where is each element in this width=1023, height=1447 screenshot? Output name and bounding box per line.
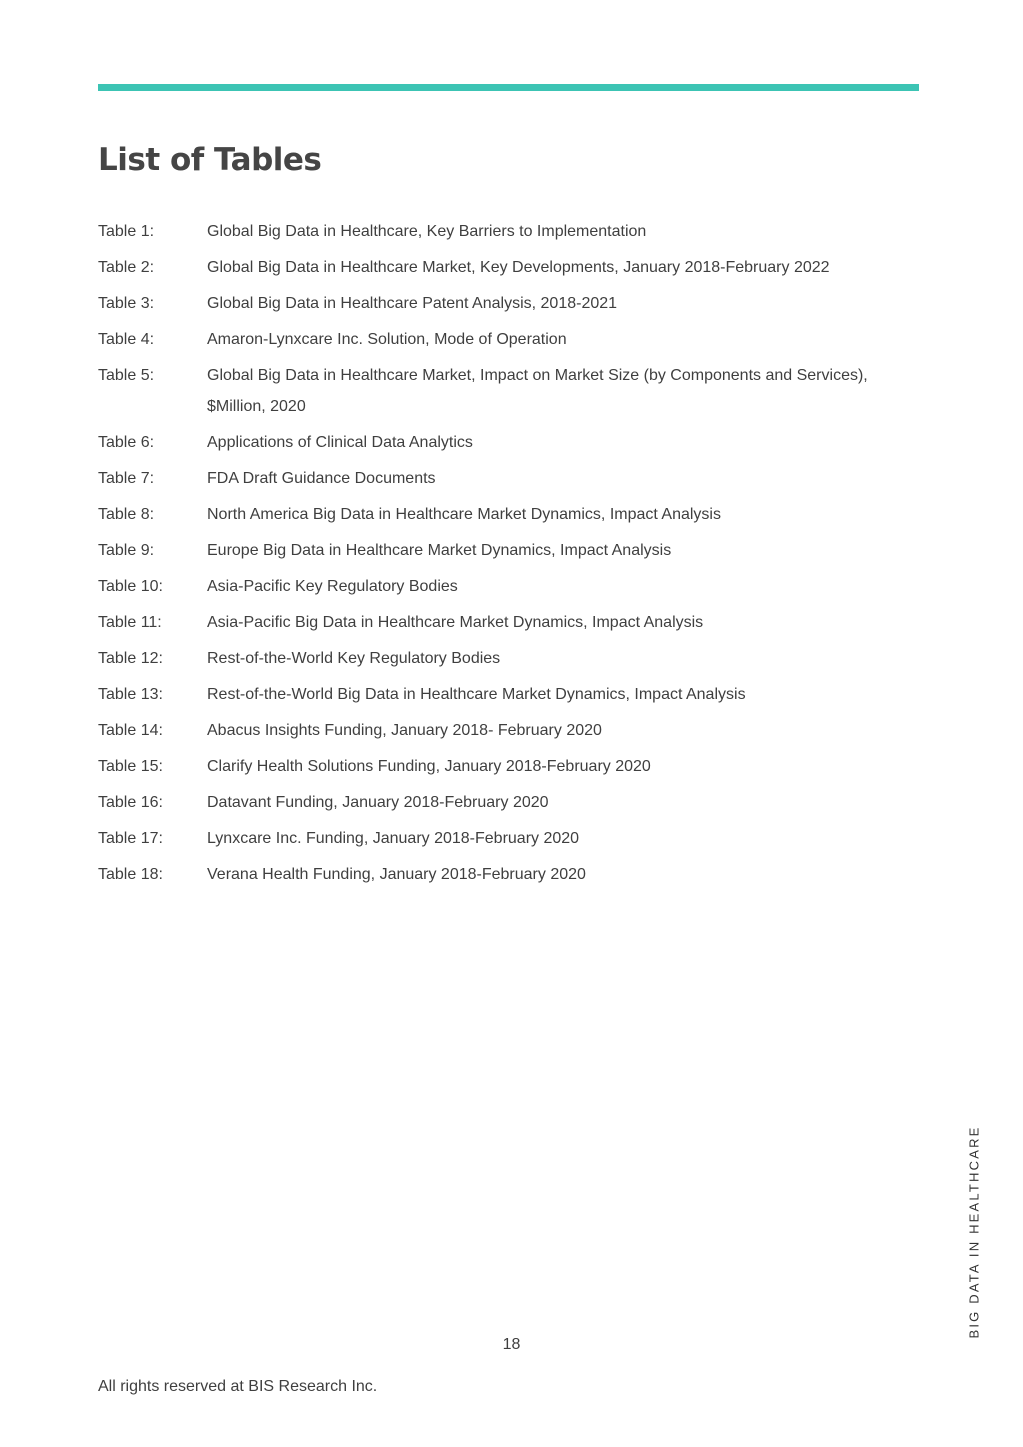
table-number: Table 12: (98, 650, 163, 667)
table-number: Table 2: (98, 259, 155, 276)
table-number: Table 7: (98, 470, 155, 487)
list-item[interactable] (98, 787, 928, 818)
table-number: Table 10: (98, 578, 163, 595)
table-number: Table 18: (98, 866, 163, 883)
side-section-label: BIG DATA IN HEALTHCARE (966, 1125, 982, 1339)
page-title: List of Tables (98, 142, 322, 178)
table-title: Global Big Data in Healthcare Market, Key Developments, January 2018-February 2022 (207, 259, 830, 276)
list-item[interactable] (98, 463, 928, 494)
table-number: Table 1: (98, 223, 155, 240)
list-item[interactable] (98, 823, 928, 854)
table-title: Global Big Data in Healthcare Market, Impact on Market Size (by Components and Services), $Million, 2020 (207, 367, 868, 415)
list-item[interactable] (98, 715, 928, 746)
table-number: Table 3: (98, 295, 155, 312)
table-title: Abacus Insights Funding, January 2018- February 2020 (207, 722, 602, 739)
table-title: Asia-Pacific Key Regulatory Bodies (207, 578, 458, 595)
table-title: Rest-of-the-World Key Regulatory Bodies (207, 650, 501, 667)
list-item[interactable] (98, 607, 928, 638)
list-of-tables (98, 216, 928, 895)
table-title: Datavant Funding, January 2018-February 2020 (207, 794, 549, 811)
list-item[interactable] (98, 499, 928, 530)
table-number: Table 13: (98, 686, 163, 703)
table-number: Table 14: (98, 722, 163, 739)
table-number: Table 17: (98, 830, 163, 847)
table-number: Table 9: (98, 542, 155, 559)
table-number: Table 16: (98, 794, 163, 811)
list-item[interactable] (98, 535, 928, 566)
list-item[interactable] (98, 324, 928, 355)
table-number: Table 4: (98, 331, 155, 348)
list-item[interactable] (98, 288, 928, 319)
table-title: North America Big Data in Healthcare Market Dynamics, Impact Analysis (207, 506, 721, 523)
table-number: Table 5: (98, 367, 155, 384)
table-number: Table 8: (98, 506, 155, 523)
table-title: Lynxcare Inc. Funding, January 2018-February 2020 (207, 830, 580, 847)
list-item[interactable] (98, 679, 928, 710)
table-number: Table 15: (98, 758, 163, 775)
list-item[interactable] (98, 643, 928, 674)
list-item[interactable] (98, 427, 928, 458)
table-number: Table 6: (98, 434, 155, 451)
list-item[interactable] (98, 360, 928, 422)
table-title: Asia-Pacific Big Data in Healthcare Market Dynamics, Impact Analysis (207, 614, 704, 631)
table-title: Europe Big Data in Healthcare Market Dynamics, Impact Analysis (207, 542, 672, 559)
list-item[interactable] (98, 252, 928, 283)
table-title: Rest-of-the-World Big Data in Healthcare Market Dynamics, Impact Analysis (207, 686, 746, 703)
table-title: Amaron-Lynxcare Inc. Solution, Mode of Operation (207, 331, 567, 348)
list-item[interactable] (98, 216, 928, 247)
list-item[interactable] (98, 571, 928, 602)
table-title: Clarify Health Solutions Funding, January 2018-February 2020 (207, 758, 651, 775)
table-title: Verana Health Funding, January 2018-February 2020 (207, 866, 586, 883)
table-title: Global Big Data in Healthcare, Key Barriers to Implementation (207, 223, 647, 240)
top-accent-rule (98, 84, 919, 91)
list-item[interactable] (98, 859, 928, 890)
page-number: 18 (502, 1336, 521, 1353)
table-title: Applications of Clinical Data Analytics (207, 434, 473, 451)
list-item[interactable] (98, 751, 928, 782)
table-title: Global Big Data in Healthcare Patent Analysis, 2018-2021 (207, 295, 618, 312)
table-number: Table 11: (98, 614, 162, 631)
footer-copyright: All rights reserved at BIS Research Inc. (98, 1378, 378, 1395)
table-title: FDA Draft Guidance Documents (207, 470, 436, 487)
